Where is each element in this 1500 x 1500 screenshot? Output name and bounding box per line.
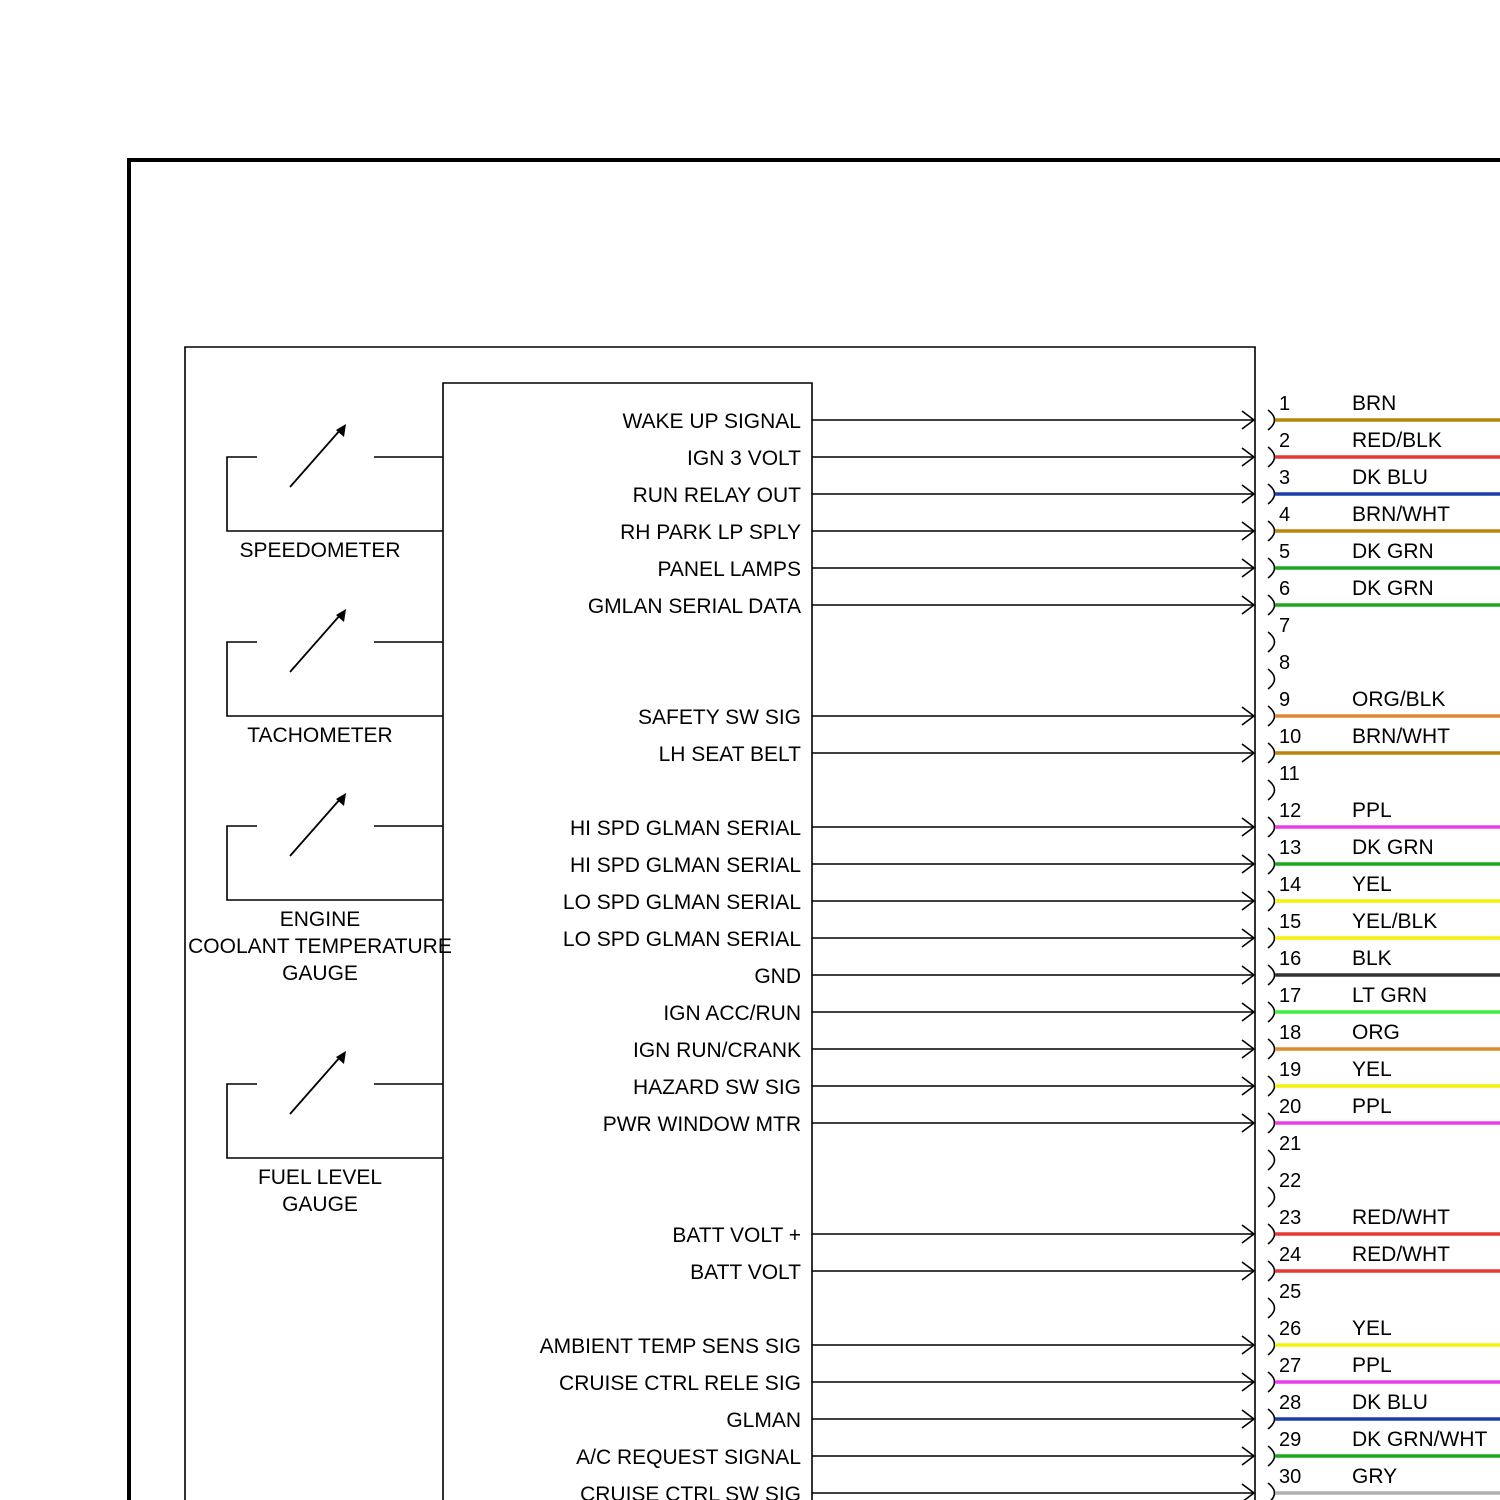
gauge-label: FUEL LEVEL [257,1166,383,1189]
signal-label: GLMAN [726,1409,801,1432]
wire-color-label: YEL [1352,873,1392,896]
signal-label: CRUISE CTRL RELE SIG [559,1372,801,1395]
wire-color-label: PPL [1352,799,1392,822]
wire-color-label: GRY [1352,1465,1398,1488]
connector-pins-group [1268,392,1500,1500]
gauge-label: GAUGE [282,962,358,985]
connector-cavity-icon [1268,558,1275,578]
signal-row [603,1113,1254,1136]
connector-cavity-icon [1268,1372,1275,1392]
connector-cavity-icon [1268,743,1275,763]
connector-cavity-icon [1268,1483,1275,1500]
connector-cavity-icon [1268,891,1275,911]
connector-cavity-icon [1268,521,1275,541]
gauge-circuit-line [227,457,443,531]
signal-label: GND [754,965,801,988]
wire-color-label: BRN/WHT [1352,503,1450,526]
signal-row [580,1483,1254,1500]
connector-pin-row [1268,1206,1500,1244]
wire-color-label: DK GRN [1352,836,1434,859]
signal-label: LO SPD GLMAN SERIAL [562,928,801,951]
connector-pin-row [1268,1354,1500,1392]
connector-cavity-icon [1268,1076,1275,1096]
signal-label: IGN 3 VOLT [687,447,801,470]
connector-pin-row [1268,1133,1301,1170]
connector-cavity-icon [1268,1187,1275,1207]
wire-color-label: DK GRN/WHT [1352,1428,1488,1451]
signal-label: BATT VOLT + [672,1224,801,1247]
connector-pin-row [1268,725,1500,763]
connector-pin-row [1268,577,1500,615]
gauge-label: GAUGE [282,1193,358,1216]
signal-label: PANEL LAMPS [657,558,801,581]
pin-number: 3 [1279,467,1291,489]
pin-number: 2 [1279,430,1291,452]
connector-pin-row [1268,652,1290,689]
wire-color-label: PPL [1352,1095,1392,1118]
connector-cavity-icon [1268,854,1275,874]
connector-cavity-icon [1268,410,1275,430]
pin-number: 20 [1279,1096,1302,1118]
connector-pin-row [1268,466,1500,504]
pin-number: 22 [1279,1170,1302,1192]
wire-color-label: YEL [1352,1058,1392,1081]
signal-row [687,447,1254,470]
gauge-0 [227,424,443,562]
pin-number: 16 [1279,948,1302,970]
gauge-2 [188,793,452,985]
wire-color-label: ORG/BLK [1352,688,1446,711]
pin-number: 24 [1279,1244,1302,1266]
connector-pin-row [1268,540,1500,578]
gauge-needle [290,429,341,487]
connector-cavity-icon [1268,1150,1275,1170]
pin-number: 8 [1279,652,1291,674]
connector-pin-row [1268,910,1500,948]
connector-cavity-icon [1268,780,1275,800]
pin-number: 19 [1279,1059,1302,1081]
signal-row [559,1372,1254,1395]
pin-number: 12 [1279,800,1302,822]
signals-group [540,410,1254,1500]
signal-row [563,928,1254,951]
connector-pin-row [1268,1317,1500,1355]
signal-row [726,1409,1254,1432]
signal-label: RUN RELAY OUT [632,484,801,507]
signal-row [563,891,1254,914]
wire-color-label: DK GRN [1352,540,1434,563]
connector-cavity-icon [1268,1446,1275,1466]
signal-label: CRUISE CTRL SW SIG [580,1483,801,1500]
connector-cavity-icon [1268,706,1275,726]
signal-row [663,1002,1254,1025]
signal-label: HI SPD GLMAN SERIAL [569,817,801,840]
signal-label: GMLAN SERIAL DATA [587,595,801,618]
signal-label: IGN RUN/CRANK [632,1039,801,1062]
connector-cavity-icon [1268,669,1275,689]
gauge-circuit-line [227,1084,443,1158]
connector-cavity-icon [1268,1039,1275,1059]
gauges-group [188,424,452,1216]
pin-number: 4 [1279,504,1291,526]
pin-number: 26 [1279,1318,1302,1340]
pin-number: 14 [1279,874,1302,896]
pin-number: 17 [1279,985,1302,1007]
gauge-needle [290,614,341,672]
wire-color-label: BRN/WHT [1352,725,1450,748]
wire-color-label: RED/BLK [1352,429,1442,452]
pin-number: 7 [1279,615,1291,637]
connector-pin-row [1268,799,1500,837]
connector-cavity-icon [1268,447,1275,467]
signal-label: A/C REQUEST SIGNAL [576,1446,801,1469]
gauge-needle [290,798,341,856]
connector-pin-row [1268,947,1500,985]
signal-label: IGN ACC/RUN [663,1002,801,1025]
wire-color-label: DK BLU [1352,466,1428,489]
wire-color-label: BLK [1352,947,1392,970]
wire-color-label: BRN [1352,392,1397,415]
pin-number: 18 [1279,1022,1302,1044]
connector-pin-row [1268,429,1500,467]
wire-color-label: LT GRN [1352,984,1428,1007]
signal-label: HAZARD SW SIG [632,1076,801,1099]
connector-pin-row [1268,1281,1301,1318]
gauge-label: SPEEDOMETER [239,539,401,562]
signal-row [754,965,1254,988]
connector-pin-row [1268,392,1500,430]
signal-label: LO SPD GLMAN SERIAL [562,891,801,914]
pin-number: 27 [1279,1355,1302,1377]
signal-row [622,410,1254,433]
connector-pin-row [1268,1465,1500,1500]
connector-pin-row [1268,688,1500,726]
signal-label: WAKE UP SIGNAL [622,410,801,433]
signal-row [659,743,1254,766]
signal-label: PWR WINDOW MTR [602,1113,801,1136]
signal-label: AMBIENT TEMP SENS SIG [539,1335,801,1358]
pin-number: 29 [1279,1429,1302,1451]
signal-row [570,854,1254,877]
pin-number: 25 [1279,1281,1302,1303]
gauge-needle-arrowhead [336,793,346,806]
signal-label: SAFETY SW SIG [638,706,801,729]
pin-number: 13 [1279,837,1302,859]
wire-color-label: YEL [1352,1317,1392,1340]
signal-row [576,1446,1254,1469]
gauge-label: COOLANT TEMPERATURE [188,935,452,958]
signal-row [672,1224,1254,1247]
connector-cavity-icon [1268,1224,1275,1244]
connector-pin-row [1268,1058,1500,1096]
pin-number: 21 [1279,1133,1302,1155]
wire-color-label: YEL/BLK [1352,910,1438,933]
signal-row [570,817,1254,840]
gauge-label: ENGINE [279,908,361,931]
pin-number: 1 [1279,393,1291,415]
signal-arrowhead [1242,1484,1254,1500]
signal-row [633,1039,1254,1062]
connector-pin-row [1268,763,1300,800]
gauge-needle-arrowhead [336,1051,346,1064]
pin-number: 5 [1279,541,1291,563]
connector-cavity-icon [1268,1409,1275,1429]
connector-pin-row [1268,1095,1500,1133]
connector-cavity-icon [1268,965,1275,985]
connector-pin-row [1268,503,1500,541]
wire-color-label: RED/WHT [1352,1243,1450,1266]
wire-color-label: DK GRN [1352,577,1434,600]
connector-cavity-icon [1268,928,1275,948]
signal-label: HI SPD GLMAN SERIAL [569,854,801,877]
pin-number: 10 [1279,726,1302,748]
gauge-1 [227,609,443,747]
gauge-needle [290,1056,341,1114]
pin-number: 9 [1279,689,1291,711]
connector-pin-row [1268,1428,1500,1466]
gauge-3 [227,1051,443,1216]
signal-row [540,1335,1254,1358]
connector-pin-row [1268,1170,1301,1207]
signal-row [657,558,1254,581]
connector-pin-row [1268,873,1500,911]
pin-number: 23 [1279,1207,1302,1229]
signal-row [690,1261,1254,1284]
signal-row [633,484,1254,507]
connector-cavity-icon [1268,817,1275,837]
connector-pin-row [1268,984,1500,1022]
signal-row [620,521,1254,544]
gauge-needle-arrowhead [336,424,346,437]
connector-pin-row [1268,615,1290,652]
pin-number: 30 [1279,1466,1302,1488]
pin-number: 15 [1279,911,1302,933]
connector-cavity-icon [1268,632,1275,652]
connector-cavity-icon [1268,1113,1275,1133]
wire-color-label: ORG [1352,1021,1400,1044]
connector-cavity-icon [1268,1002,1275,1022]
signal-label: RH PARK LP SPLY [620,521,801,544]
signal-row [633,1076,1254,1099]
connector-cavity-icon [1268,595,1275,615]
wire-color-label: PPL [1352,1354,1392,1377]
connector-cavity-icon [1268,1335,1275,1355]
wire-color-label: RED/WHT [1352,1206,1450,1229]
pin-number: 28 [1279,1392,1302,1414]
connector-pin-row [1268,1391,1500,1429]
signal-row [638,706,1254,729]
signal-label: BATT VOLT [690,1261,801,1284]
pin-number: 11 [1279,763,1300,785]
connector-cavity-icon [1268,1261,1275,1281]
connector-cavity-icon [1268,1298,1275,1318]
gauge-circuit-line [227,642,443,716]
gauge-needle-arrowhead [336,609,346,622]
gauge-circuit-line [227,826,443,900]
pin-number: 6 [1279,578,1291,600]
signal-label: LH SEAT BELT [658,743,801,766]
connector-cavity-icon [1268,484,1275,504]
connector-pin-row [1268,1021,1500,1059]
gauge-label: TACHOMETER [247,724,393,747]
connector-pin-row [1268,1243,1500,1281]
wire-color-label: DK BLU [1352,1391,1428,1414]
connector-pin-row [1268,836,1500,874]
signal-row [588,595,1254,618]
